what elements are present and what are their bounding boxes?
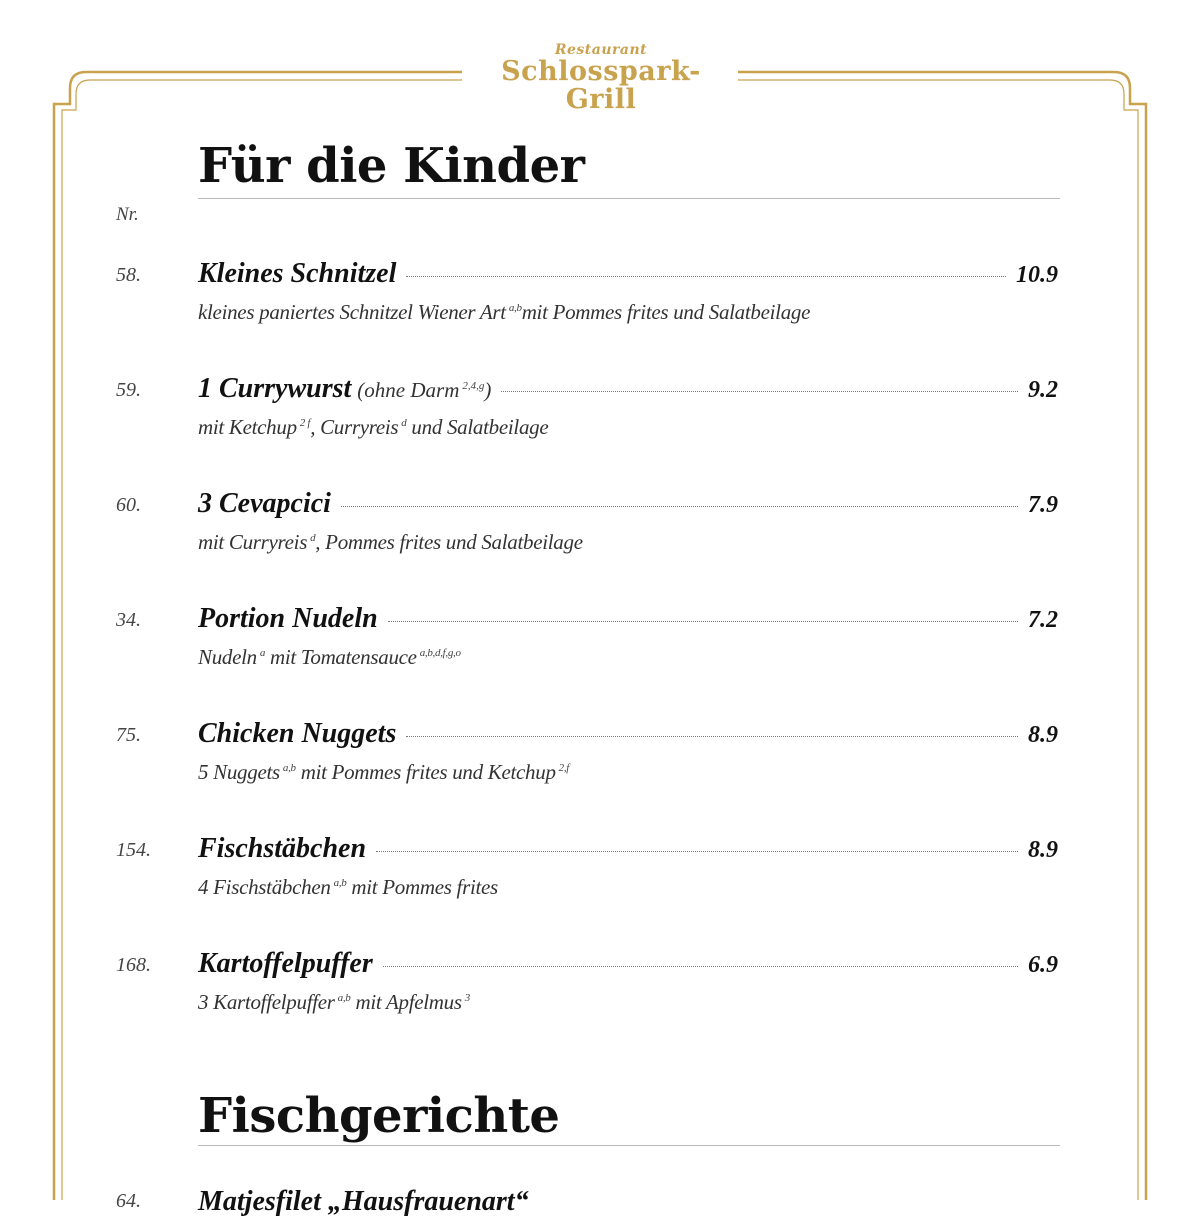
restaurant-logo — [470, 42, 732, 114]
section-title-fisch: Fischgerichte — [198, 1088, 560, 1144]
item-name: Kleines Schnitzel — [198, 258, 397, 289]
item-heading-line — [198, 603, 1058, 635]
dot-leader — [388, 621, 1018, 622]
description-text: , Pommes frites und Salatbeilage — [315, 530, 583, 554]
item-name: 1 Currywurst — [198, 373, 352, 404]
item-price: 9.2 — [1028, 377, 1058, 403]
item-name: Fischstäbchen — [198, 833, 367, 864]
item-heading-line — [198, 718, 1058, 750]
description-text: mit Apfelmus — [350, 990, 462, 1014]
item-number: 64. — [116, 1190, 141, 1212]
dot-leader — [341, 506, 1018, 507]
menu-item — [0, 258, 1200, 358]
brand-small-text: Restaurant — [554, 42, 648, 58]
menu-item — [0, 603, 1200, 703]
dot-leader — [501, 391, 1018, 392]
description-text: mit Ketchup — [198, 415, 297, 439]
item-name-note — [357, 378, 491, 403]
description-text: Nudeln — [198, 645, 257, 669]
item-number: 58. — [116, 264, 141, 286]
description-text: 5 Nuggets — [198, 760, 280, 784]
allergen-superscript: a,b,d,f,g,o — [419, 647, 461, 659]
item-name: Matjesfilet „Hausfrauenart“ — [198, 1186, 529, 1217]
item-number: 34. — [116, 609, 141, 631]
description-text: mit Curryreis — [198, 530, 308, 554]
description-text: mit Pommes frites und Salatbeilage — [521, 300, 811, 324]
allergen-superscript: 2 f — [299, 417, 311, 429]
allergen-superscript: a,b — [333, 877, 347, 889]
dot-leader — [406, 736, 1018, 737]
item-description — [198, 760, 569, 785]
item-number: 60. — [116, 494, 141, 516]
item-description — [198, 645, 461, 670]
item-heading-line — [198, 373, 1058, 405]
item-name-note-end: ) — [484, 378, 492, 402]
item-heading-line — [198, 258, 1058, 290]
allergen-superscript: a — [259, 647, 266, 659]
menu-item — [0, 833, 1200, 933]
item-price: 7.9 — [1028, 492, 1058, 518]
section-divider — [198, 198, 1060, 199]
item-description — [198, 300, 810, 325]
allergen-superscript: 2,f — [558, 762, 570, 774]
item-description — [198, 415, 548, 440]
item-heading-line — [198, 948, 1058, 980]
menu-item-partial — [0, 1182, 1200, 1217]
dot-leader — [406, 276, 1006, 277]
description-text: 4 Fischstäbchen — [198, 875, 331, 899]
menu-item — [0, 488, 1200, 588]
item-price: 7.2 — [1028, 607, 1058, 633]
description-text: mit Tomatensauce — [265, 645, 417, 669]
item-price: 10.9 — [1016, 262, 1058, 288]
allergen-superscript: d — [310, 532, 316, 544]
item-description — [198, 990, 470, 1015]
menu-item — [0, 718, 1200, 818]
item-name: Kartoffelpuffer — [198, 948, 373, 979]
description-text: , Curryreis — [310, 415, 399, 439]
allergen-superscript: a,b — [508, 302, 522, 314]
item-name: 3 Cevapcici — [198, 488, 331, 519]
nr-column-label: Nr. — [116, 204, 139, 225]
item-name: Portion Nudeln — [198, 603, 378, 634]
description-text: und Salatbeilage — [406, 415, 549, 439]
allergen-superscript: a,b — [282, 762, 296, 774]
description-text: 3 Kartoffelpuffer — [198, 990, 335, 1014]
allergen-superscript: 2,4,g — [462, 380, 485, 392]
section-title-kinder: Für die Kinder — [198, 138, 585, 194]
item-heading-line — [198, 833, 1058, 865]
item-number: 154. — [116, 839, 151, 861]
item-description — [198, 530, 583, 555]
item-number: 59. — [116, 379, 141, 401]
item-heading-line — [198, 488, 1058, 520]
description-text: kleines paniertes Schnitzel Wiener Art — [198, 300, 506, 324]
dot-leader — [383, 966, 1018, 967]
item-number: 168. — [116, 954, 151, 976]
item-price: 8.9 — [1028, 722, 1058, 748]
section-divider — [198, 1145, 1060, 1146]
description-text: mit Pommes frites und Ketchup — [295, 760, 556, 784]
item-number: 75. — [116, 724, 141, 746]
item-description — [198, 875, 498, 900]
item-name: Chicken Nuggets — [198, 718, 397, 749]
menu-item — [0, 373, 1200, 473]
allergen-superscript: 3 — [464, 992, 470, 1004]
item-price: 8.9 — [1028, 837, 1058, 863]
dot-leader — [376, 851, 1018, 852]
allergen-superscript: d — [401, 417, 407, 429]
description-text: mit Pommes frites — [346, 875, 498, 899]
allergen-superscript: a,b — [337, 992, 351, 1004]
item-name-note-text: (ohne Darm — [357, 378, 460, 402]
item-price: 6.9 — [1028, 952, 1058, 978]
brand-name: Schlosspark-Grill — [501, 56, 701, 115]
menu-item — [0, 948, 1200, 1048]
